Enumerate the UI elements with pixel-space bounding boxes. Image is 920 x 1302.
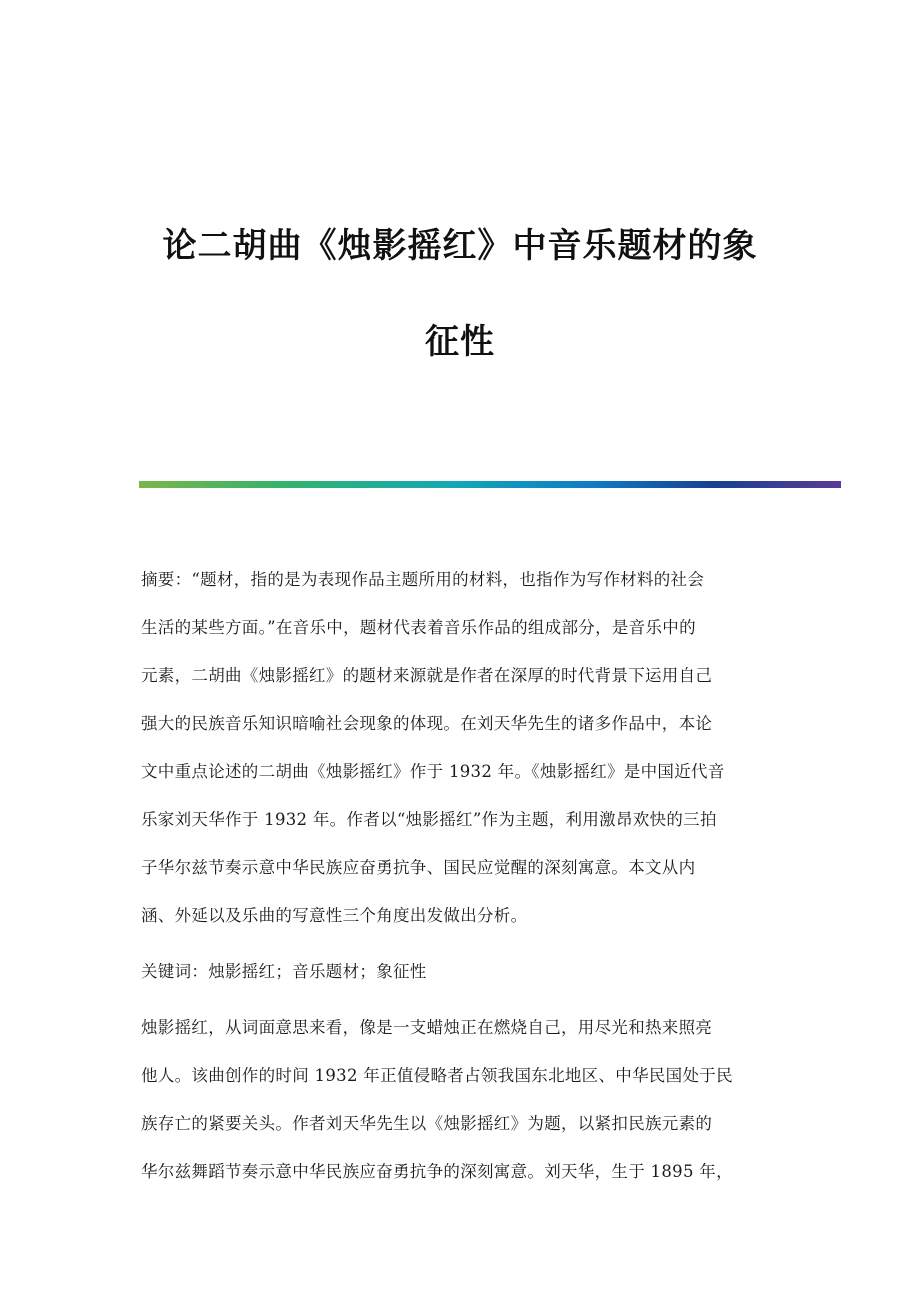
abstract-line: 涵、外延以及乐曲的写意性三个角度出发做出分析。 [141,906,528,925]
body-line: 华尔兹舞蹈节奏示意中华民族应奋勇抗争的深刻寓意。刘天华，生于 1895 年， [141,1162,733,1181]
abstract-line: 乐家刘天华作于 1932 年。作者以“烛影摇红”作为主题，利用激昂欢快的三拍 [141,810,717,829]
keywords-line: 关键词：烛影摇红；音乐题材；象征性 [141,962,427,981]
body-line: 烛影摇红，从词面意思来看，像是一支蜡烛正在燃烧自己，用尽光和热来照亮 [141,1018,713,1037]
abstract-line: 生活的某些方面。”在音乐中，题材代表着音乐作品的组成部分，是音乐中的 [141,618,696,637]
body-line: 族存亡的紧要关头。作者刘天华先生以《烛影摇红》为题，以紧扣民族元素的 [141,1114,713,1133]
abstract-line: 文中重点论述的二胡曲《烛影摇红》作于 1932 年。《烛影摇红》是中国近代音 [141,762,725,781]
abstract-paragraph [141,556,781,940]
abstract-line: 强大的民族音乐知识暗喻社会现象的体现。在刘天华先生的诸多作品中，本论 [141,714,713,733]
abstract-line: 子华尔兹节奏示意中华民族应奋勇抗争、国民应觉醒的深刻寓意。本文从内 [141,858,696,877]
document-title-line-1: 论二胡曲《烛影摇红》中音乐题材的象 [162,226,758,266]
abstract-line: 摘要：“题材，指的是为表现作品主题所用的材料，也指作为写作材料的社会 [141,570,705,589]
abstract-line: 元素，二胡曲《烛影摇红》的题材来源就是作者在深厚的时代背景下运用自己 [141,666,713,685]
body-paragraph [141,1004,781,1196]
body-line: 他人。该曲创作的时间 1932 年正值侵略者占领我国东北地区、中华民国处于民 [141,1066,733,1085]
document-title-line-2: 征性 [425,322,495,362]
gradient-divider [139,481,841,488]
